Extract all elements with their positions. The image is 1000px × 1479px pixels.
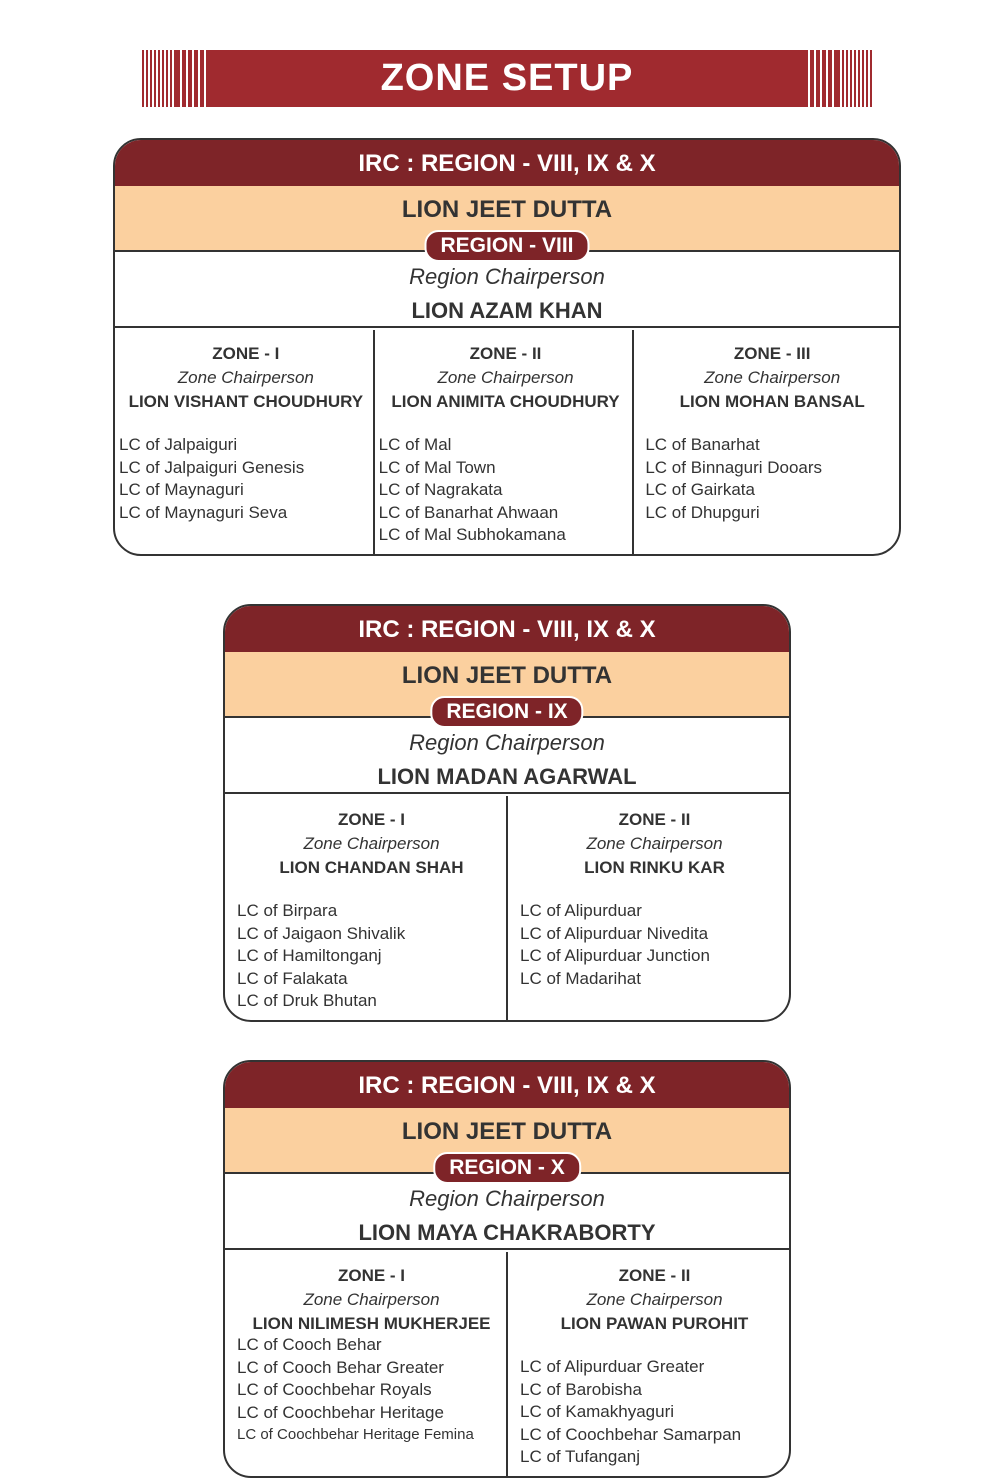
club-item: LC of Coochbehar Heritage (237, 1402, 444, 1422)
club-item: LC of Coochbehar Heritage Femina (237, 1426, 474, 1443)
club-item: LC of Birpara (237, 901, 338, 920)
zone-chair-name: LION NILIMESH MUKHERJEE (252, 1314, 491, 1333)
club-item: LC of Banarhat (645, 435, 760, 454)
zone-chair-name: LION MOHAN BANSAL (679, 392, 865, 411)
director-panel (225, 652, 789, 723)
zone-chair-role: Zone Chairperson (303, 1290, 440, 1309)
region-chair (225, 718, 789, 794)
region-badge: REGION - VIII (424, 230, 589, 262)
club-item: LC of Dhupguri (645, 502, 760, 522)
club-item: LC of Mal Town (378, 457, 496, 477)
region-chair-role: Region Chairperson (409, 264, 605, 289)
zone-title: ZONE - II (618, 1266, 691, 1285)
region-card-ix (223, 604, 791, 1022)
region-card-viii (113, 138, 901, 556)
club-item: LC of Hamiltonganj (237, 946, 382, 965)
club-list (119, 434, 373, 524)
zone-column (225, 1252, 506, 1476)
club-list (379, 434, 633, 547)
club-item: LC of Alipurduar Junction (520, 946, 710, 965)
banner-stripes-left (140, 50, 210, 107)
zone-column (225, 796, 506, 1020)
page-title: ZONE SETUP (210, 50, 804, 107)
club-item: LC of Maynaguri Seva (119, 502, 288, 522)
irc-header: IRC : REGION - VIII, IX & X (115, 140, 899, 186)
title-banner (140, 50, 874, 107)
irc-header: IRC : REGION - VIII, IX & X (225, 606, 789, 652)
zone-chair-name: LION ANIMITA CHOUDHURY (391, 392, 620, 411)
zone-chair-role: Zone Chairperson (586, 1290, 723, 1309)
club-list (520, 900, 789, 990)
director-panel (225, 1108, 789, 1179)
club-item: LC of Madarihat (520, 968, 641, 988)
zone-title: ZONE - III (733, 344, 811, 363)
club-item: LC of Binnaguri Dooars (645, 457, 823, 477)
zone-column (373, 330, 633, 554)
club-item: LC of Cooch Behar (237, 1335, 382, 1354)
zones-row (225, 1252, 789, 1476)
club-item: LC of Jaigaon Shivalik (237, 923, 406, 943)
banner-stripes-right (804, 50, 874, 107)
club-item: LC of Mal (378, 435, 452, 454)
zone-chair-name: LION VISHANT CHOUDHURY (128, 392, 364, 411)
club-item: LC of Maynaguri (119, 480, 244, 499)
region-chair-role: Region Chairperson (409, 730, 605, 755)
club-item: LC of Falakata (237, 968, 348, 988)
club-item: LC of Alipurduar (520, 901, 642, 920)
club-item: LC of Coochbehar Royals (237, 1380, 432, 1399)
region-chair-name: LION MAYA CHAKRABORTY (358, 1220, 656, 1245)
club-item: LC of Jalpaiguri Genesis (119, 457, 305, 477)
zone-column (115, 330, 373, 554)
club-item: LC of Coochbehar Samarpan (520, 1424, 742, 1444)
region-chair (225, 1174, 789, 1250)
zone-chair-name: LION RINKU KAR (584, 858, 725, 877)
director-name: LION JEET DUTTA (401, 1118, 613, 1145)
region-chair-name: LION AZAM KHAN (411, 298, 603, 323)
club-item: LC of Cooch Behar Greater (237, 1357, 444, 1377)
zone-column (506, 796, 789, 1020)
club-list (237, 1334, 506, 1447)
zone-title: ZONE - II (469, 344, 542, 363)
zone-column (506, 1252, 789, 1476)
club-item: LC of Barobisha (520, 1379, 642, 1399)
zone-chair-name: LION PAWAN PUROHIT (560, 1314, 749, 1333)
zone-chair-name: LION CHANDAN SHAH (279, 858, 464, 877)
club-item: LC of Tufanganj (520, 1447, 641, 1466)
zone-title: ZONE - I (337, 810, 406, 829)
club-item: LC of Alipurduar Greater (520, 1357, 705, 1376)
irc-header: IRC : REGION - VIII, IX & X (225, 1062, 789, 1108)
director-panel (115, 186, 899, 257)
club-item: LC of Gairkata (645, 480, 755, 499)
club-list (237, 900, 506, 1013)
zone-chair-role: Zone Chairperson (437, 368, 574, 387)
zone-title: ZONE - I (212, 344, 280, 363)
club-item: LC of Alipurduar Nivedita (520, 923, 709, 943)
zones-row (225, 796, 789, 1020)
club-item: LC of Druk Bhutan (237, 991, 377, 1010)
region-badge: REGION - X (433, 1152, 581, 1184)
zone-chair-role: Zone Chairperson (177, 368, 314, 387)
zone-chair-role: Zone Chairperson (303, 834, 440, 853)
zone-title: ZONE - II (618, 810, 691, 829)
zones-row (115, 330, 899, 554)
club-item: LC of Banarhat Ahwaan (378, 502, 559, 522)
director-name: LION JEET DUTTA (401, 662, 613, 689)
region-chair (115, 252, 899, 328)
club-item: LC of Kamakhyaguri (520, 1402, 675, 1421)
zone-chair-role: Zone Chairperson (586, 834, 723, 853)
region-chair-role: Region Chairperson (409, 1186, 605, 1211)
region-badge: REGION - IX (430, 696, 583, 728)
region-card-x (223, 1060, 791, 1478)
zone-chair-role: Zone Chairperson (704, 368, 841, 387)
club-item: LC of Nagrakata (378, 480, 503, 499)
zone-column (632, 330, 899, 554)
director-name: LION JEET DUTTA (401, 196, 613, 223)
club-item: LC of Jalpaiguri (119, 435, 238, 454)
zone-title: ZONE - I (337, 1266, 406, 1285)
region-chair-name: LION MADAN AGARWAL (377, 764, 637, 789)
club-list (520, 1356, 789, 1469)
club-list (645, 434, 899, 524)
club-item: LC of Mal Subhokamana (378, 525, 566, 544)
